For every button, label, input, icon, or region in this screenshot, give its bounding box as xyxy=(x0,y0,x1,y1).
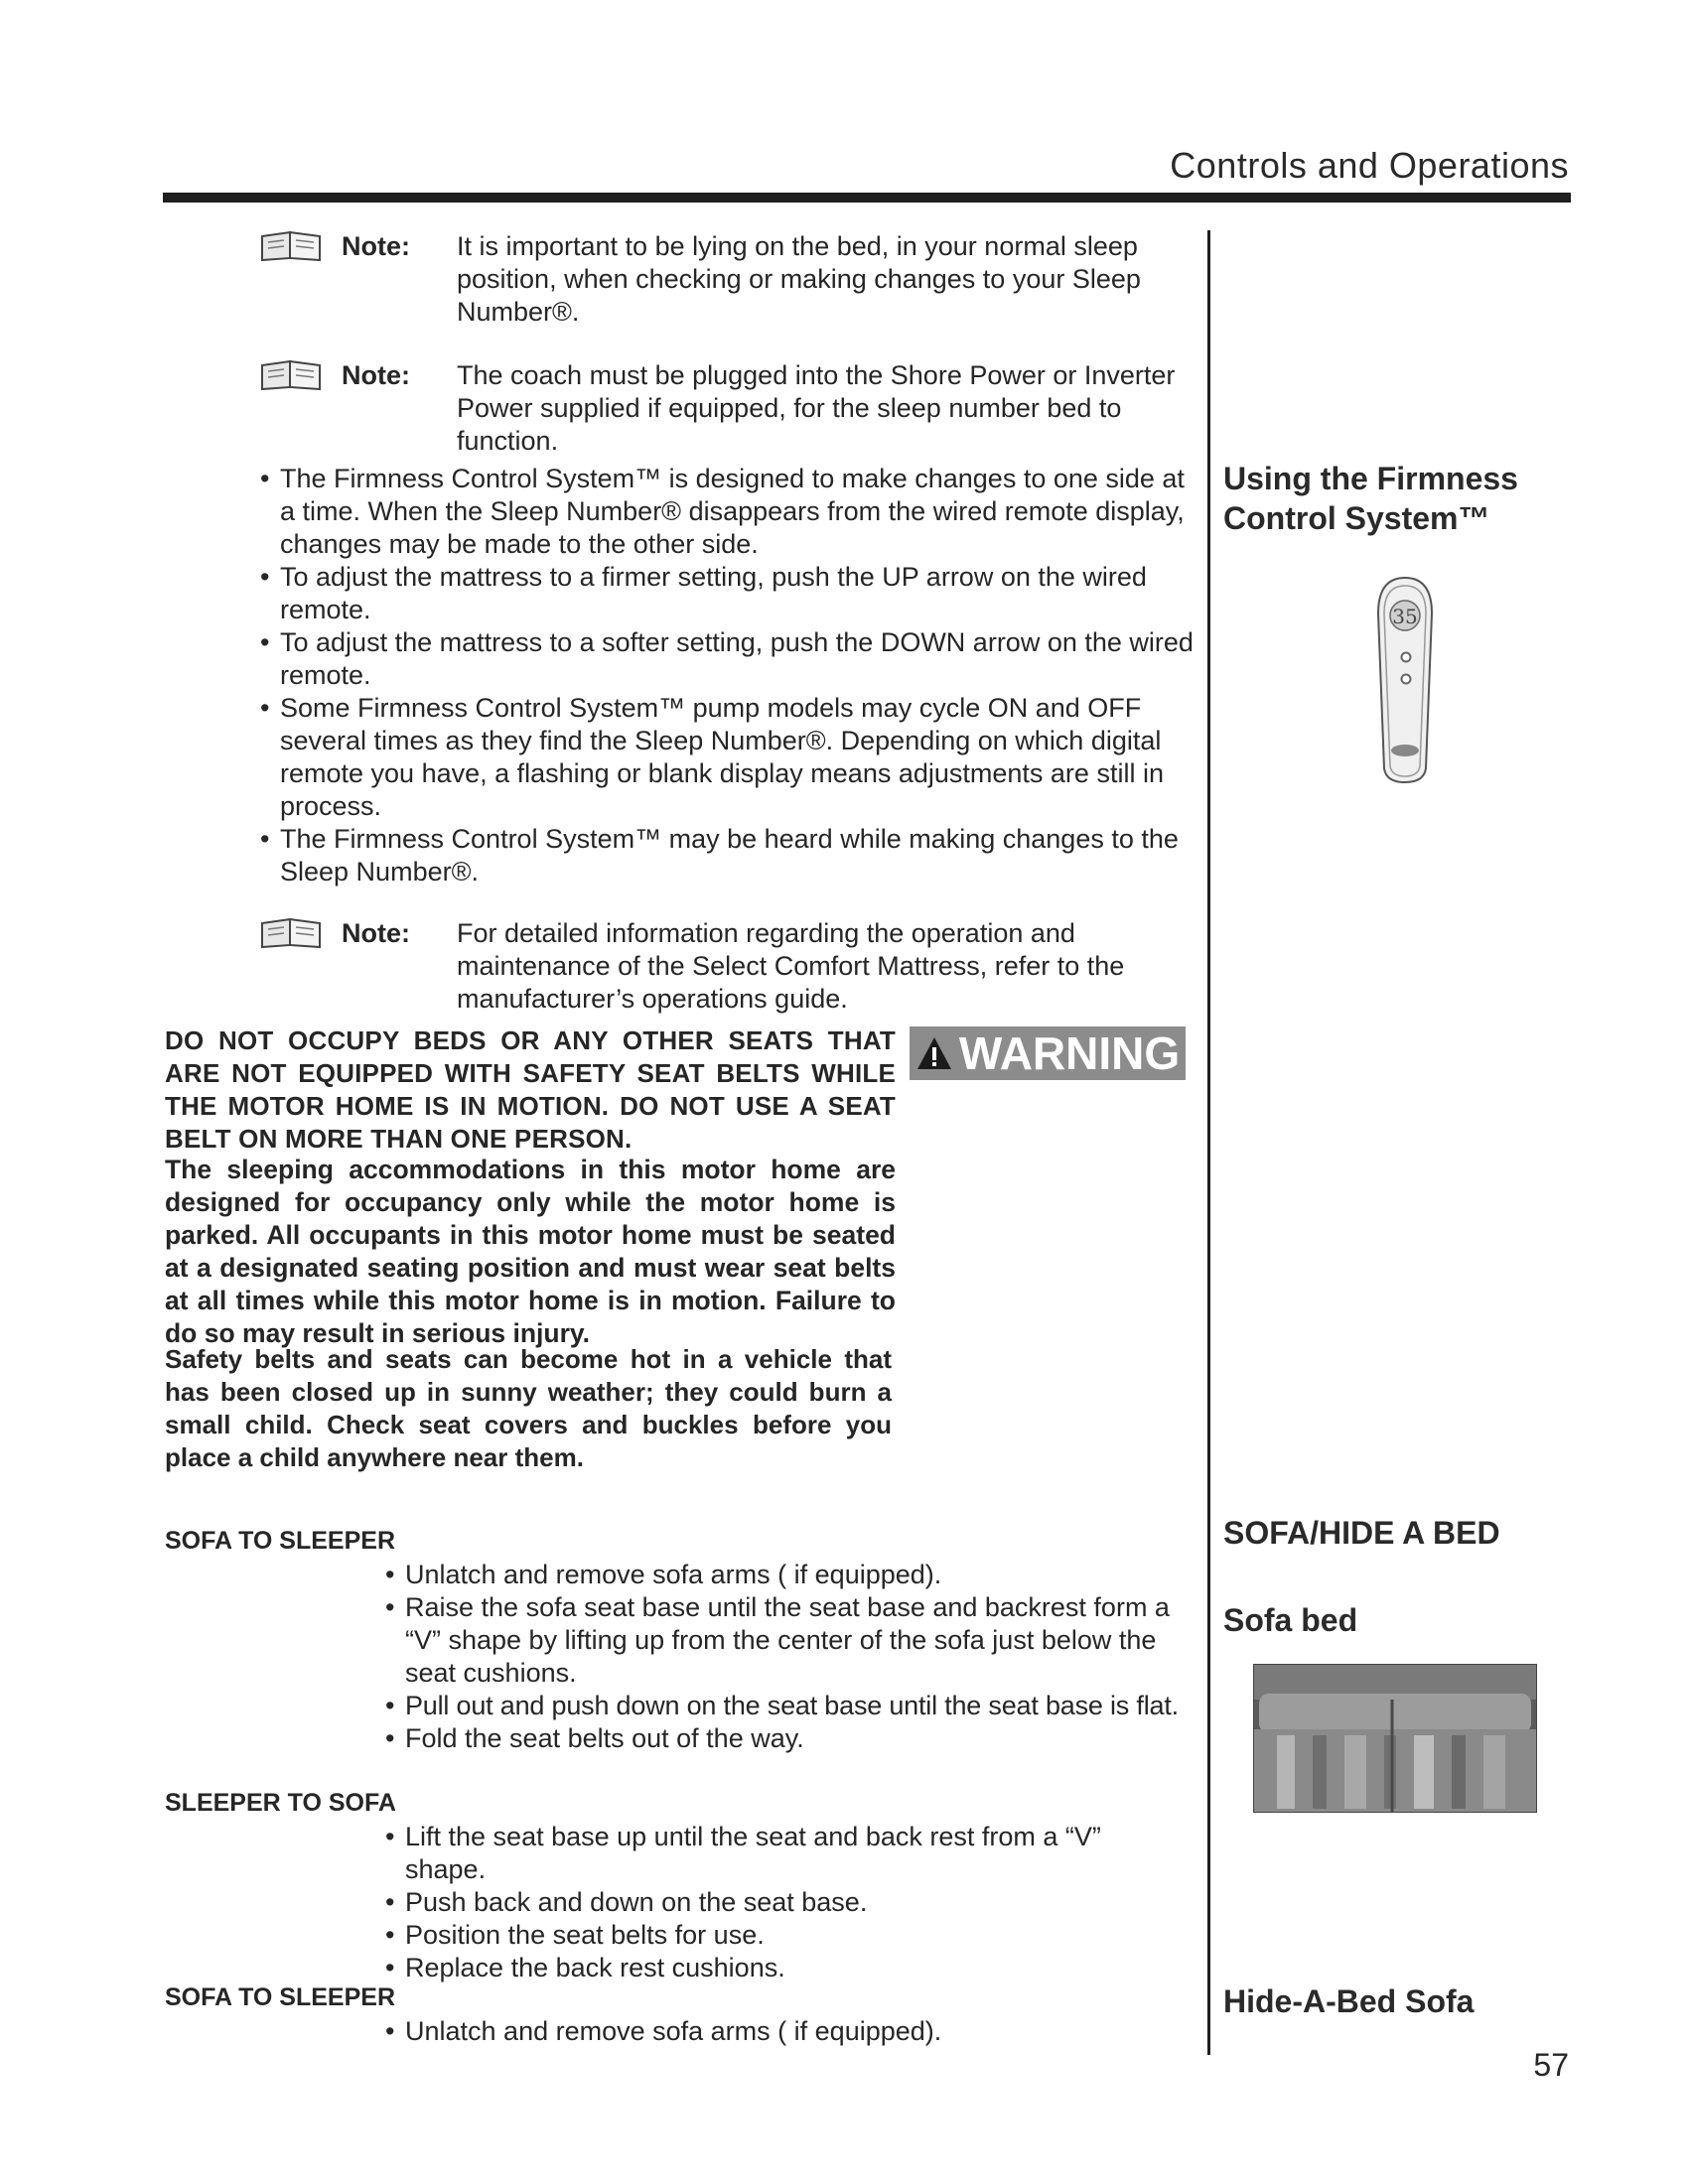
sidebar-heading-sofa-bed: Sofa bed xyxy=(1223,1602,1358,1638)
note-label: Note: xyxy=(342,918,410,948)
page-number: 57 xyxy=(1533,2047,1569,2083)
list-item: • Raise the sofa seat base until the seat base and backrest form a “V” shape by lifting up from the center of the sofa just below the seat cushions. xyxy=(385,1591,1209,1690)
list-item: • Lift the seat base up until the seat and back rest from a “V” shape. xyxy=(385,1821,1160,1886)
warning-badge-label: WARNING xyxy=(958,1027,1181,1079)
list-item: • The Firmness Control System™ is designed to make changes to one side at a time. When the Sleep Number® disappears from the wired remote display, changes may be made to the other side. xyxy=(260,463,1194,561)
note-label: Note: xyxy=(342,360,410,390)
list-item: • To adjust the mattress to a softer setting, push the DOWN arrow on the wired remote. xyxy=(260,626,1194,692)
open-book-icon xyxy=(260,915,322,949)
warning-paragraph-occupancy: The sleeping accommodations in this motor home are designed for occupancy only while the motor home is parked. All occupants in this motor home must be seated at a designated seating position and must wear seat belts at all times while this motor home is in motion. Failure to do so may result in serious injury. xyxy=(165,1155,896,1348)
sidebar-heading-sofa-hide: SOFA/HIDE A BED xyxy=(1223,1515,1500,1551)
remote-display-number: 35 xyxy=(1392,605,1418,628)
list-item: • Replace the back rest cushions. xyxy=(385,1952,1160,1984)
firmness-bullet-list xyxy=(260,463,1194,888)
note-sleep-position xyxy=(260,230,1203,330)
warning-paragraph-hot-seats: Safety belts and seats can become hot in a vehicle that has been closed up in sunny weather; they could burn a small child. Check seat covers and buckles before you place a child anywhere near them. xyxy=(165,1344,892,1472)
warning-heading xyxy=(165,1024,898,1156)
note-text: For detailed information regarding the operation and maintenance of the Select Comfort Mattress, refer to the manufacturer’s operations guide. xyxy=(457,918,1125,1014)
warning-badge xyxy=(910,1026,1186,1080)
page-header-title: Controls and Operations xyxy=(1170,145,1569,186)
list-item: • Unlatch and remove sofa arms ( if equipped). xyxy=(385,1559,1209,1591)
section-title-sleeper-to-sofa: SLEEPER TO SOFA xyxy=(165,1789,396,1817)
sofa-to-sleeper-steps xyxy=(385,1559,1209,1755)
note-text: It is important to be lying on the bed, in your normal sleep position, when checking or making changes to your Sleep Number®. xyxy=(457,231,1141,327)
list-item: • Fold the seat belts out of the way. xyxy=(385,1722,1209,1755)
sleeper-to-sofa-steps xyxy=(385,1821,1160,1984)
section-title-sofa-to-sleeper-2: SOFA TO SLEEPER xyxy=(165,1983,395,2011)
header-rule xyxy=(163,193,1571,203)
note-text: The coach must be plugged into the Shore Power or Inverter Power supplied if equipped, for the sleep number bed to function. xyxy=(457,360,1176,456)
note-shore-power xyxy=(260,359,1203,459)
warning-triangle-icon xyxy=(915,1035,953,1071)
list-item: • Some Firmness Control System™ pump models may cycle ON and OFF several times as they find the Sleep Number®. Depending on which digital remote you have, a flashing or blank display means adjustments are still in process. xyxy=(260,692,1194,823)
open-book-icon xyxy=(260,357,322,391)
warning-heading-text: DO NOT OCCUPY BEDS OR ANY OTHER SEATS THAT ARE NOT EQUIPPED WITH SAFETY SEAT BELTS WHILE THE MOTOR HOME IS IN MOTION. DO NOT USE A SEAT BELT ON MORE THAN ONE PERSON. xyxy=(165,1025,896,1154)
note-label: Note: xyxy=(342,231,410,261)
remote-control-image xyxy=(1368,574,1442,786)
open-book-icon xyxy=(260,228,322,262)
sidebar-heading-firmness: Using the Firmness Control System™ xyxy=(1223,461,1518,536)
list-item: • The Firmness Control System™ may be heard while making changes to the Sleep Number®. xyxy=(260,823,1194,888)
sofa-bed-photo xyxy=(1253,1664,1537,1813)
list-item: • To adjust the mattress to a firmer setting, push the UP arrow on the wired remote. xyxy=(260,561,1194,626)
list-item: • Unlatch and remove sofa arms ( if equipped). xyxy=(385,2015,1160,2048)
list-item: • Pull out and push down on the seat base until the seat base is flat. xyxy=(385,1690,1209,1722)
sofa-to-sleeper-2-steps xyxy=(385,2015,1160,2048)
list-item: • Position the seat belts for use. xyxy=(385,1919,1160,1952)
sidebar-heading-hide-a-bed: Hide-A-Bed Sofa xyxy=(1223,1983,1475,2019)
section-title-sofa-to-sleeper: SOFA TO SLEEPER xyxy=(165,1527,395,1555)
column-divider xyxy=(1207,230,1210,2055)
list-item: • Push back and down on the seat base. xyxy=(385,1886,1160,1919)
note-detailed-info xyxy=(260,917,1203,1017)
